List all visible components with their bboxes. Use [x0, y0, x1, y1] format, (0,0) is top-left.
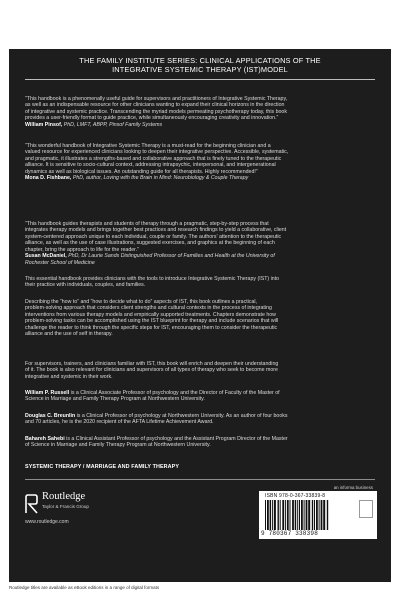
quote-line: dynamics as well as biological issues. An outstanding guide for all therapists. Highly recommended!” — [25, 168, 258, 175]
bio-name: Douglas C. Breunlin — [25, 413, 76, 419]
bio-line: of Science in Marriage and Family Therapy Program at Northwestern University. — [25, 442, 211, 449]
barcode-bar — [306, 500, 308, 530]
series-title-line: INTEGRATIVE SYSTEMIC THERAPY (IST)MODEL — [112, 65, 288, 75]
barcode-bar — [287, 500, 289, 530]
price-barcode-box — [359, 500, 373, 518]
barcode-bars — [265, 500, 351, 530]
description-line: challenge the reader to think through the specific steps for IST, encouraging them to consider the therapeutic — [25, 324, 278, 331]
barcode-bar — [323, 500, 325, 530]
barcode-label — [259, 491, 377, 539]
ebook-footnote: Routledge titles are available as eBook editions in a range of digital formats — [9, 585, 160, 590]
author-bio — [25, 436, 375, 449]
series-title-line: THE FAMILY INSTITUTE SERIES: CLINICAL APPLICATIONS OF THE — [79, 56, 321, 65]
quote-line: chapter, bring the approach to life for the reader.” — [25, 246, 139, 253]
subject-category: SYSTEMIC THERAPY / MARRIAGE AND FAMILY THERAPY — [25, 464, 180, 470]
endorsement-quote — [25, 221, 375, 266]
quote-attribution — [25, 175, 375, 181]
barcode-bar — [327, 500, 328, 530]
quote-line: alliance, as well as the use of case illustrations, suggested exercises, and graphics at the beginning of each — [25, 240, 275, 247]
barcode-bar — [316, 500, 318, 530]
description-line: For supervisors, trainers, and clinicians familiar with IST, this book will enrich and deepen their understanding — [25, 361, 279, 367]
bio-text: is a Clinical Associate Professor of psychology and the Director of Faculty of the Master of — [69, 390, 280, 396]
publisher-website: www.routledge.com — [25, 519, 69, 525]
quote-line: alliance. It is sensitive to socio-cultural context, addressing intrapsychic, interpersonal, and intergenerational — [25, 162, 276, 169]
barcode-bar — [270, 500, 272, 530]
barcode-bar — [297, 500, 298, 530]
publisher-group: Taylor & Francis Group — [42, 504, 89, 509]
quote-line: “This handbook is a phenomenally useful guide for supervisors and practitioners of Integrative Systemic Therapy, — [25, 96, 288, 102]
bio-text: is a Clinical Professor of psychology at Northwestern University. As an author of four books — [75, 413, 288, 419]
footer-divider — [25, 479, 375, 480]
isbn-text: ISBN 978-0-367-33839-8 — [265, 493, 326, 499]
barcode-bar — [301, 500, 303, 530]
endorsement-quote — [25, 143, 375, 182]
quote-attribution — [25, 122, 375, 128]
quote-author: Susan McDaniel, — [25, 253, 67, 260]
barcode-bar — [292, 500, 294, 530]
barcode-bar — [280, 500, 281, 530]
barcode-bar — [314, 500, 315, 530]
barcode-bar — [290, 500, 291, 530]
barcode-bar — [295, 500, 297, 530]
barcode-bar — [267, 500, 269, 530]
quote-credential: Rochester School of Medicine — [25, 259, 95, 266]
barcode-bar — [274, 500, 276, 530]
endorsement-quote — [25, 96, 375, 128]
title-divider — [25, 79, 375, 80]
barcode-bar — [278, 500, 279, 530]
bio-name: Bahareh Sahebi — [25, 436, 65, 442]
barcode-bar — [321, 500, 323, 530]
description-line: problem-solving approach that considers client strengths and cultural contexts in the process of integrating — [25, 305, 272, 312]
quote-author: William Pinsof, — [25, 121, 63, 128]
quote-line: “This wonderful handbook of Integrative Systemic Therapy is a must-read for the beginning clinician and a — [25, 143, 271, 149]
description-line: alliance and the use of self in therapy. — [25, 331, 113, 338]
barcode-bar — [272, 500, 273, 530]
publisher-name: Routledge — [42, 491, 86, 502]
quote-credential-continued — [25, 260, 375, 266]
description-line: This essential handbook provides clinicians with the tools to introduce Integrative Systemic Therapy (IST) into — [25, 276, 280, 282]
barcode-bar — [282, 500, 284, 530]
author-bio — [25, 413, 375, 426]
description-line: their practice with individuals, couples, and families. — [25, 282, 146, 289]
description-line: interventions from various therapy models and empirically supported treatments. Chapters demonstrate how — [25, 311, 276, 318]
quote-line: system-centered approach unique to each individual, couple or family. The authors’ attention to the therapeutic — [25, 233, 282, 240]
routledge-logo-icon — [25, 494, 38, 514]
quote-author: Mona D. Fishbane, — [25, 175, 72, 182]
series-title — [27, 56, 373, 75]
barcode-bar — [304, 500, 305, 530]
bio-line: Science in Marriage and Family Therapy Program at Northwestern University. — [25, 396, 205, 403]
description-line: of it. The book is also relevant for clinicians and supervisors of all types of therapy who seek to become more — [25, 367, 278, 374]
quote-line: of integrative and systemic practice. Transcending the myriad models permeating psychotherapy today, this book — [25, 108, 287, 115]
bio-name: William P. Russell — [25, 390, 70, 396]
barcode-bar — [299, 500, 300, 530]
quote-line: as well as an indispensable resource for other clinicians wanting to expand their clinical horizons in the direction — [25, 102, 285, 109]
barcode-bar — [285, 500, 286, 530]
barcode-bar — [265, 500, 266, 530]
description-paragraph — [25, 361, 375, 380]
bio-text: is a Clinical Assistant Professor of psychology and the Assistant Program Director of the Master — [64, 436, 288, 442]
quote-credential: PhD, LMFT, ABPP, Pinsof Family Systems — [62, 121, 163, 128]
description-paragraph — [25, 276, 375, 289]
description-line: problem-solving tasks can be accomplished using the IST blueprint for therapy and include scenarios that will — [25, 318, 279, 325]
barcode-number: 9 780367 338398 — [261, 530, 319, 537]
quote-line: integrates therapy models and brings together best practices and research findings to yield a collaborative, client — [25, 227, 287, 234]
informa-business-label: an informa business — [333, 485, 373, 490]
quote-credential: PhD, Dr Laurie Sands Distinguished Professor of Families and Health at the University of — [66, 253, 275, 260]
description-line: Describing the “how to” and “how to decide what to do” aspects of IST, this book outlines a practical, — [25, 299, 257, 305]
author-bio — [25, 390, 375, 403]
barcode-bar — [308, 500, 310, 530]
barcode-bar — [319, 500, 320, 530]
quote-line: and pragmatic, it illustrates a strengths-based and collaborative approach that is finely tuned to the therapeutic — [25, 155, 282, 162]
barcode-bar — [312, 500, 313, 530]
quote-credential: PhD, author, Loving with the Brain in Mind: Neurobiology & Couple Therapy — [71, 175, 249, 182]
description-paragraph — [25, 299, 375, 338]
description-line: integrative and systemic in their work. — [25, 373, 113, 380]
cover-panel — [9, 49, 391, 582]
quote-line: “This handbook guides therapists and students of therapy through a pragmatic, step-by-step process that — [25, 221, 269, 227]
barcode-area — [259, 485, 379, 543]
quote-line: provides a user-friendly format to guide practice, while simultaneously encouraging creativity and innovation.” — [25, 115, 279, 122]
bio-line: and 70 articles, he is the 2020 recipient of the AFTA Lifetime Achievement Award. — [25, 419, 214, 426]
quote-line: valued resource for experienced clinicians looking to deepen their integrative perspective. Accessible, systematic, — [25, 149, 289, 156]
